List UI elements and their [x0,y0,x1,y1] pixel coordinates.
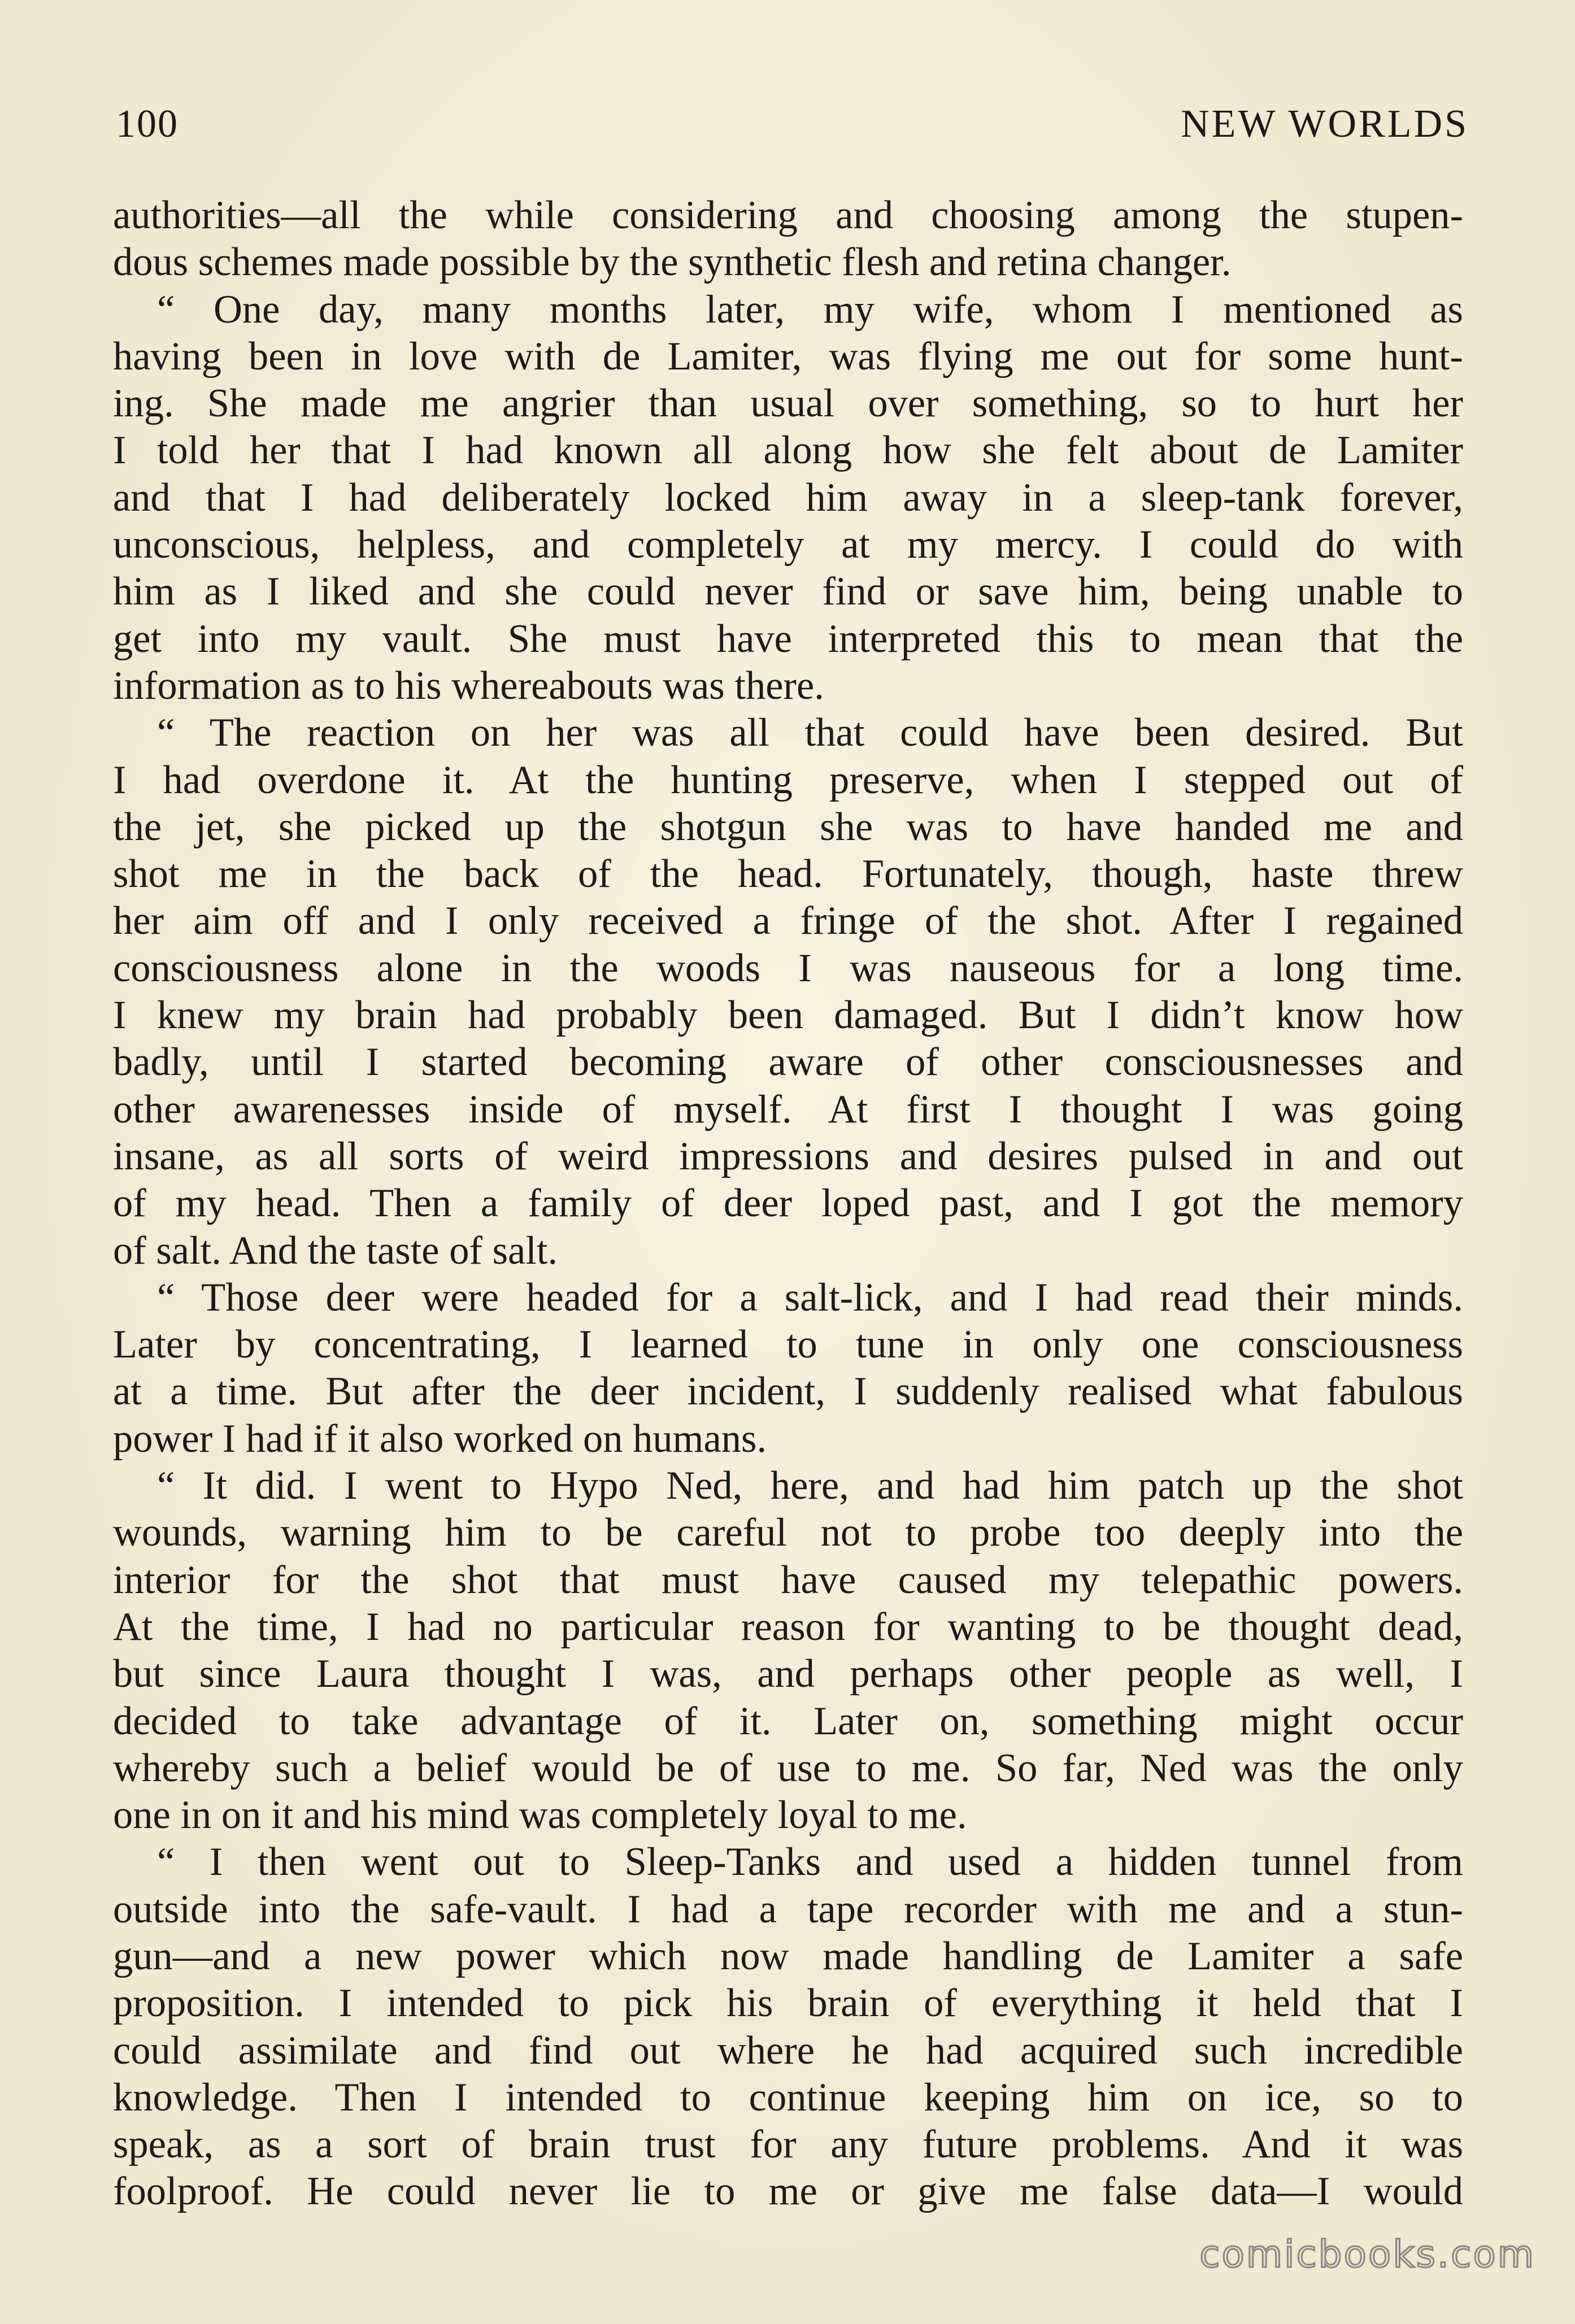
text-line: the jet, she picked up the shotgun she was to have handed me and [113,804,1463,849]
text-line: At the time, I had no particular reason for wanting to be thought dead, [113,1604,1463,1649]
text-line: speak, as a sort of brain trust for any future problems. And it was [113,2122,1463,2167]
text-line: one in on it and his mind was completely loyal to me. [113,1793,967,1838]
text-line: at a time. But after the deer incident, I suddenly realised what fabulous [113,1369,1463,1414]
text-line: outside into the safe-vault. I had a tape recorder with me and a stun- [113,1887,1463,1931]
text-line: insane, as all sorts of weird impressions and desires pulsed in and out [113,1134,1463,1178]
paragraph [113,1839,1463,2215]
text-line: interior for the shot that must have caused my telepathic powers. [113,1557,1463,1602]
running-head [116,96,1469,153]
running-title: NEW WORLDS [1181,102,1469,146]
text-line: of salt. And the taste of salt. [113,1228,558,1273]
page-number: 100 [116,102,179,146]
text-line: her aim off and I only received a fringe of the shot. After I regained [113,899,1463,943]
text-line: unconscious, helpless, and completely at my mercy. I could do with [113,523,1463,567]
text-line: other awarenesses inside of myself. At first I thought I was going [113,1087,1463,1131]
paragraph [113,710,1463,1274]
text-line: having been in love with de Lamiter, was flying me out for some hunt- [113,334,1463,378]
paragraph [113,192,1463,286]
text-line: information as to his whereabouts was there. [113,663,824,708]
text-line: “ I then went out to Sleep-Tanks and used a hidden tunnel from [157,1840,1463,1885]
text-line: whereby such a belief would be of use to me. So far, Ned was the only [113,1746,1463,1790]
text-line: consciousness alone in the woods I was nauseous for a long time. [113,946,1463,990]
text-line: him as I liked and she could never find or save him, being unable to [113,569,1463,614]
text-line: dous schemes made possible by the synthetic flesh and retina changer. [113,240,1232,285]
paragraph [113,1463,1463,1839]
text-line: proposition. I intended to pick his brain of everything it held that I [113,1981,1463,2026]
text-line: Later by concentrating, I learned to tune in only one consciousness [113,1322,1463,1367]
text-line: foolproof. He could never lie to me or give me false data—I would [113,2169,1463,2214]
text-line: get into my vault. She must have interpreted this to mean that the [113,616,1463,661]
text-line: could assimilate and find out where he had acquired such incredible [113,2028,1463,2073]
text-line: knowledge. Then I intended to continue keeping him on ice, so to [113,2075,1463,2120]
text-line: I knew my brain had probably been damaged. But I didn’t know how [113,993,1463,1038]
text-line: “ One day, many months later, my wife, whom I mentioned as [157,287,1463,332]
text-line: of my head. Then a family of deer loped past, and I got the memory [113,1181,1463,1226]
text-line: gun—and a new power which now made handling de Lamiter a safe [113,1934,1463,1978]
paragraph [113,1274,1463,1463]
text-line: wounds, warning him to be careful not to probe too deeply into the [113,1511,1463,1555]
text-line: I had overdone it. At the hunting preserve, when I stepped out of [113,758,1463,802]
text-line: and that I had deliberately locked him away in a sleep-tank forever, [113,475,1463,520]
body-text [113,192,1463,2216]
text-line: I told her that I had known all along how she felt about de Lamiter [113,428,1463,473]
text-line: “ Those deer were headed for a salt-lick, and I had read their minds. [157,1275,1463,1320]
text-line: badly, until I started becoming aware of other consciousnesses and [113,1040,1463,1085]
text-line: ing. She made me angrier than usual over something, so to hurt her [113,381,1463,426]
paragraph [113,286,1463,710]
text-line: authorities—all the while considering and choosing among the stupen- [113,193,1463,237]
text-line: power I had if it also worked on humans. [113,1416,767,1461]
text-line: shot me in the back of the head. Fortunately, though, haste threw [113,852,1463,896]
text-line: “ The reaction on her was all that could have been desired. But [157,711,1463,755]
text-line: “ It did. I went to Hypo Ned, here, and had him patch up the shot [157,1464,1463,1508]
watermark-logo: comicbooks.com [1199,2232,1535,2276]
text-line: decided to take advantage of it. Later on, something might occur [113,1699,1463,1743]
text-line: but since Laura thought I was, and perhaps other people as well, I [113,1652,1463,1696]
